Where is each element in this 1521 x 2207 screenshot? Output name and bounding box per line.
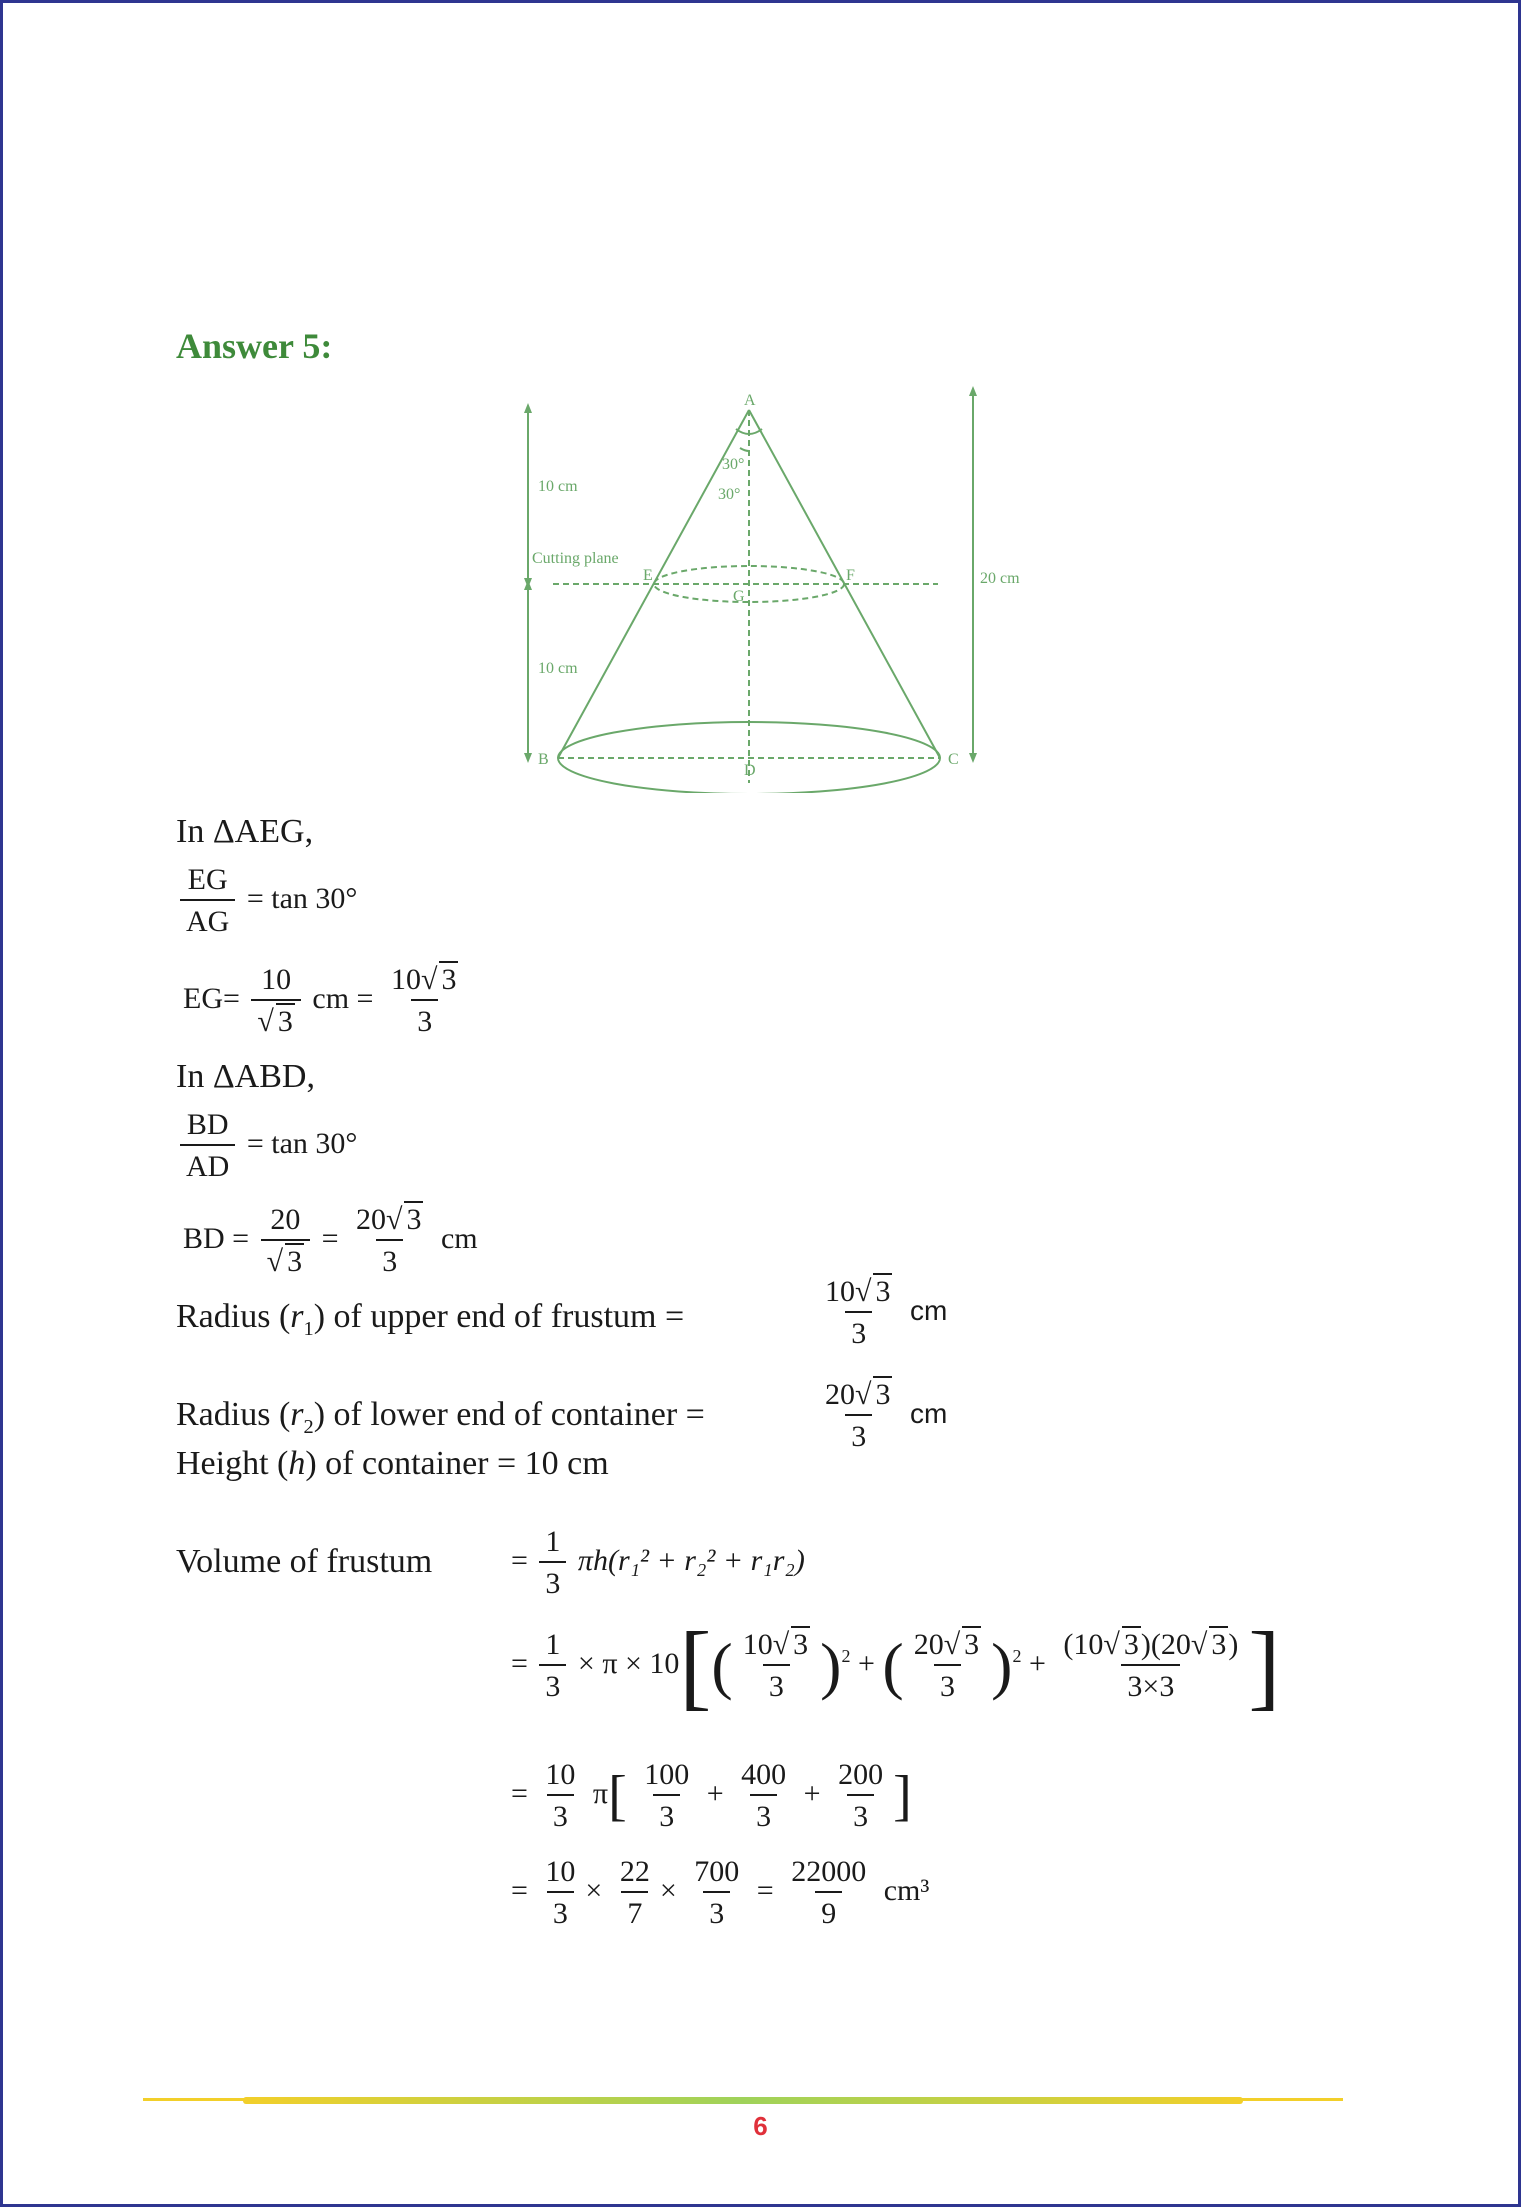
eg-ag-ratio: $\frac{EG}{AG}$ = tan 30° (176, 863, 357, 939)
bd-value: BD = $\frac{20}{√ 3}$ = $\frac{20√ 3}{3}$ cm (183, 1203, 478, 1278)
angle-arc-inner (740, 448, 749, 451)
label-upper-height: 10 cm (538, 478, 578, 495)
fraction-eg-ag: $\frac{EG}{AG}$ (180, 863, 235, 939)
label-c: C (948, 751, 959, 768)
label-g: G (733, 588, 745, 605)
footer-rule (143, 2095, 1343, 2107)
volume-line-1: = $\frac{1}{3}$ πh(r₁² + r₂² + r₁r₂) (511, 1525, 805, 1600)
volume-line-2: = $\frac{1}{3}$ × π × 10[( $\frac{10√ 3}{3}$ )$^2$ + ( $\frac{20√ 3}{3}$ )$^2$ + $\frac{(10√ 3)(20√ 3)}{3\times 3}$ ] (511, 1612, 1281, 1719)
label-lower-height: 10 cm (538, 660, 578, 677)
volume-label: Volume of frustum (176, 1543, 433, 1580)
label-a: A (744, 392, 756, 409)
label-f: F (846, 567, 855, 584)
label-d: D (744, 762, 756, 779)
fraction-bd-ad: $\frac{BD}{AD}$ (180, 1108, 235, 1184)
fraction-r1: $\frac{10√ 3}{3}$ (825, 1275, 891, 1350)
cone-diagram (518, 383, 1058, 793)
fraction-20-root3: $\frac{20}{√ 3}$ (261, 1203, 310, 1279)
in-aeg-label: In ΔAEG, (176, 813, 314, 850)
label-total-height: 20 cm (980, 570, 1020, 587)
label-e: E (643, 567, 653, 584)
radius2-value: $\frac{20√ 3}{3}$ cm (815, 1378, 947, 1454)
height-label: Height (h) of container = 10 cm (176, 1445, 609, 1482)
fraction-10root3-3: $\frac{10√ 3}{3}$ (390, 963, 457, 1038)
radius2-label: Radius $(r_2)$ of lower end of container = (176, 1396, 705, 1438)
answer-heading: Answer 5: (176, 326, 333, 366)
page-number: 6 (753, 2111, 768, 2141)
eg-value: EG= $\frac{10}{√ 3}$ cm = $\frac{10√ 3}{3}$ (183, 963, 468, 1039)
fraction-20root3-3: $\frac{20√ 3}{3}$ (355, 1203, 422, 1278)
radius1-value: $\frac{10√ 3}{3}$ cm (815, 1275, 947, 1351)
label-b: B (538, 751, 549, 768)
label-angle-inner: 30° (718, 486, 741, 503)
fraction-10-root3: $\frac{10}{√ 3}$ (251, 963, 300, 1039)
in-abd-label: In ΔABD, (176, 1058, 315, 1095)
volume-line-4: = $\frac{10}{3}$ × $\frac{22}{7}$ × $\frac{700}{3}$ = $\frac{22000}{9}$ cm³ (511, 1855, 930, 1930)
volume-line-3: = $\frac{10}{3}$ π[ $\frac{100}{3}$ + $\frac{400}{3}$ + $\frac{200}{3}$ ] (511, 1758, 912, 1833)
fraction-r2: $\frac{20√ 3}{3}$ (825, 1378, 891, 1453)
label-cutting-plane: Cutting plane (532, 550, 619, 567)
bd-ad-ratio: $\frac{BD}{AD}$ = tan 30° (176, 1108, 357, 1184)
label-angle-top: 30° (722, 456, 745, 473)
radius1-label: Radius $(r_1)$ of upper end of frustum = (176, 1298, 685, 1340)
